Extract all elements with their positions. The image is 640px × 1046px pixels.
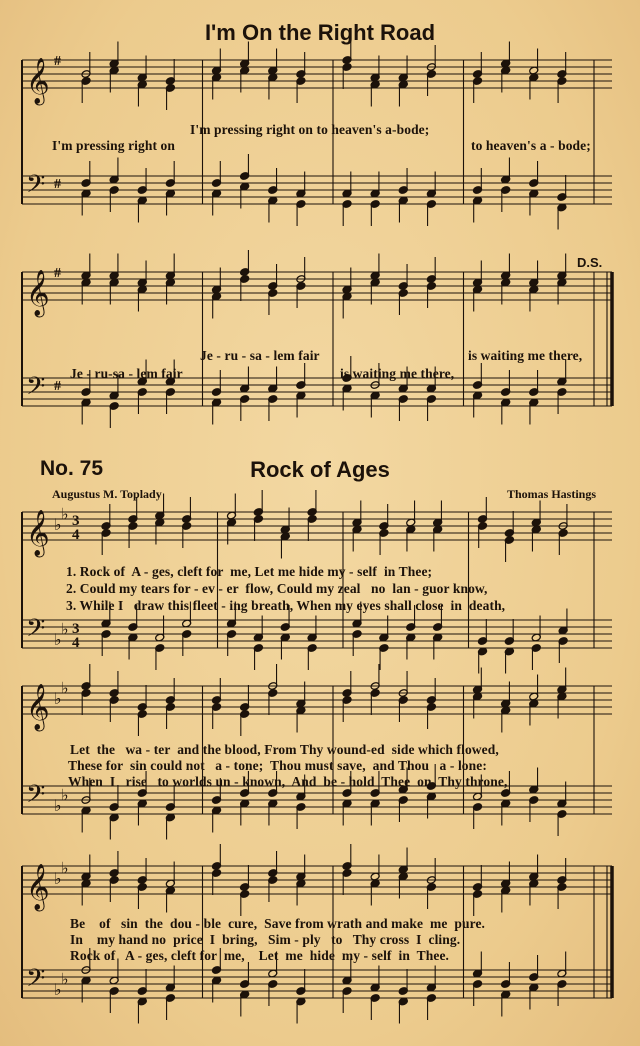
lyric-line: is waiting me there,: [468, 348, 583, 363]
treble-clef: 𝄞: [26, 270, 50, 316]
key-signature: ♭: [54, 982, 62, 999]
lyric-line: 1. Rock of A - ges, cleft for me, Let me hide my - self in Thee;: [66, 564, 433, 579]
bass-clef: 𝄢: [26, 372, 46, 407]
lyric-line: Be of sin the dou - ble cure, Save from wrath and make me pure.: [70, 916, 486, 931]
key-signature: ♭: [54, 517, 62, 534]
key-signature: ♭: [54, 871, 62, 888]
music-system-1: [0, 52, 640, 242]
key-signature: ♭: [61, 680, 69, 698]
treble-clef: 𝄞: [26, 510, 50, 556]
key-signature: ♭: [61, 506, 69, 524]
lyric-line: 2. Could my tears for - ev - er flow, Could my zeal no lan - guor know,: [66, 581, 488, 596]
composer-credit: Thomas Hastings: [506, 487, 596, 501]
lyric-line: is waiting me there,: [340, 366, 455, 381]
bass-clef: 𝄢: [26, 170, 46, 205]
lyric-line: to heaven's a - bode;: [471, 138, 591, 153]
treble-clef: 𝄞: [26, 58, 50, 104]
hymn-number: No. 75: [40, 457, 104, 480]
music-system-5: [0, 856, 640, 1036]
time-signature: 3: [72, 513, 80, 529]
lyric-line: Je - ru-sa - lem fair: [70, 366, 183, 381]
bass-clef: 𝄢: [26, 780, 46, 815]
ds-marking: D.S.: [577, 255, 603, 270]
music-system-3: [0, 500, 640, 680]
bass-clef: 𝄢: [26, 614, 46, 649]
treble-clef: 𝄞: [26, 864, 50, 910]
author-credit: Augustus M. Toplady: [52, 487, 162, 501]
key-signature: ♭: [61, 787, 69, 805]
treble-clef: 𝄞: [26, 684, 50, 730]
lyric-line: Rock of A - ges, cleft for me, Let me hide my - self in Thee.: [70, 948, 450, 963]
bass-clef: 𝄢: [26, 964, 46, 999]
key-signature: ♭: [61, 860, 69, 878]
key-signature: ♭: [54, 632, 62, 649]
lyric-line: Je - ru - sa - lem fair: [200, 348, 320, 363]
key-signature: #: [54, 266, 61, 281]
lyric-line: I'm pressing right on: [52, 138, 175, 153]
lyric-line: In my hand no price I bring, Sim - ply to Thy cross I cling.: [70, 932, 461, 947]
lyric-line: I'm pressing right on to heaven's a-bode;: [190, 122, 430, 137]
time-signature: 4: [72, 635, 80, 651]
key-signature: #: [54, 54, 61, 69]
key-signature: ♭: [54, 798, 62, 815]
lyric-line: 3. While I draw this fleet - ing breath, When my eyes shall close in death,: [66, 598, 506, 613]
key-signature: #: [54, 379, 61, 394]
key-signature: ♭: [61, 971, 69, 989]
song-title: I'm On the Right Road: [204, 20, 436, 45]
time-signature: 4: [72, 527, 80, 543]
lyric-line: Let the wa - ter and the blood, From Thy wound-ed side which flowed,: [70, 742, 499, 757]
music-system-4: [0, 672, 640, 842]
key-signature: ♭: [54, 691, 62, 708]
lyric-line: These for sin could not a - tone; Thou must save, and Thou a - lone:: [68, 758, 487, 773]
music-system-2: [0, 262, 640, 442]
key-signature: ♭: [61, 621, 69, 639]
song-title: Rock of Ages: [250, 457, 390, 482]
key-signature: #: [54, 177, 61, 192]
time-signature: 3: [72, 621, 80, 637]
lyric-line: When I rise to worlds un - known, And be - hold Thee on Thy throne,: [68, 774, 508, 789]
